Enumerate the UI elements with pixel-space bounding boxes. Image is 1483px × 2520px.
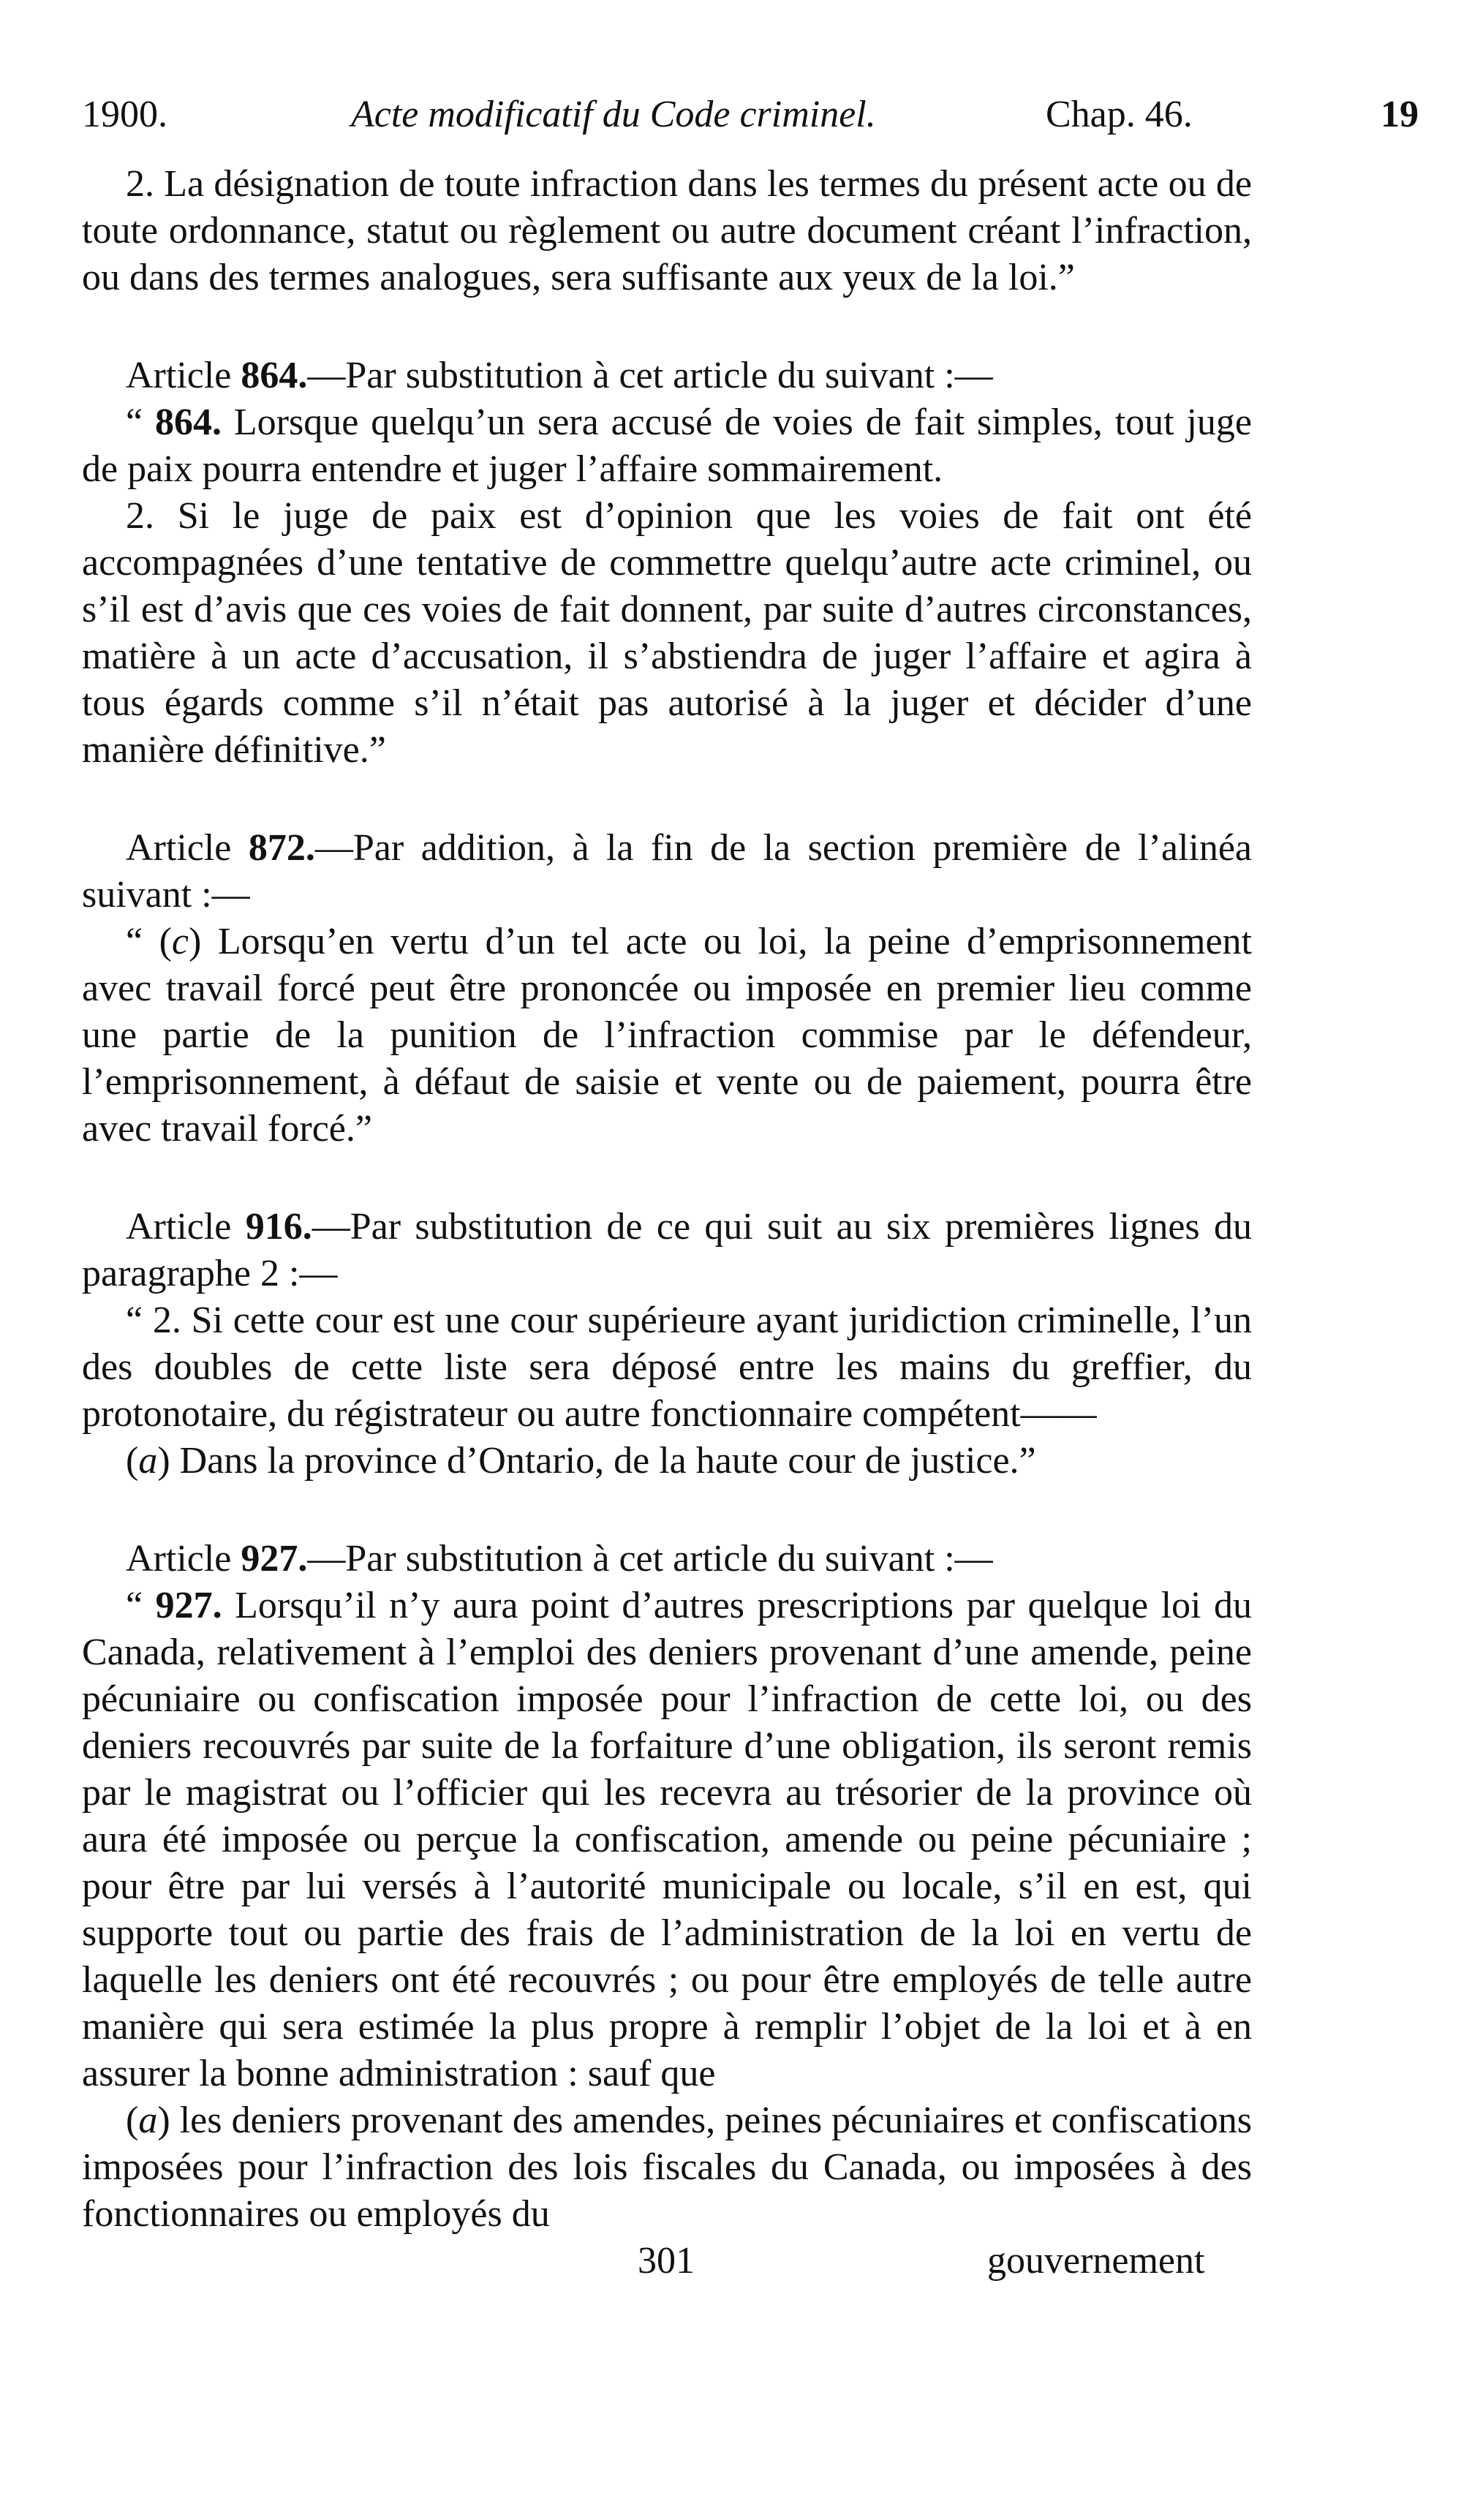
paragraph-subsection-2 [82, 161, 1252, 301]
paragraph-text: “ 2. Si cette cour est une cour supérieure ayant juridiction criminelle, l’un des doubles de cette liste sera déposé entre les mains du greffier, du protonotaire, du régistrateur ou autre fonctionnaire compétent—— [82, 1299, 1252, 1435]
article-text: —Par substitution à cet article du suivant :— [307, 1538, 993, 1580]
article-872-heading [82, 825, 1252, 918]
section-927-text [82, 1582, 1252, 2097]
clause-lead: “ ( [126, 921, 172, 962]
paragraph-text: 2. La désignation de toute infraction dans les termes du présent acte ou de toute ordonnance, statut ou règlement ou autre document créant l’infraction, ou dans des termes analogues, sera suffisante aux yeux de la loi.” [82, 163, 1252, 298]
page [82, 88, 1419, 2285]
article-number: 927. [241, 1538, 308, 1580]
header-title: Acte modificatif du Code criminel. [351, 94, 876, 135]
article-number: 864. [241, 355, 308, 396]
section-916-subsection-2 [82, 1297, 1252, 1438]
article-number: 916. [245, 1206, 312, 1248]
body-text [82, 161, 1252, 2238]
section-number: 864. [155, 401, 222, 443]
clause-text: ) Dans la province d’Ontario, de la haute cour de justice.” [157, 1440, 1036, 1482]
header-page-number: 19 [1381, 94, 1419, 135]
section-number: 927. [155, 1585, 222, 1626]
clause-c-text [82, 918, 1252, 1153]
clause-letter: a [138, 1440, 158, 1482]
article-lead: Article [126, 1206, 246, 1248]
header-year: 1900. [82, 94, 167, 135]
section-text: Lorsque quelqu’un sera accusé de voies de fait simples, tout juge de paix pourra entendre et juger l’affaire sommairement. [82, 401, 1252, 490]
running-header [82, 88, 1419, 142]
article-864-heading [82, 352, 1252, 399]
clause-text: ) Lorsqu’en vertu d’un tel acte ou loi, la peine d’emprisonnement avec travail forcé peut être prononcée ou imposée en premier lieu comme une partie de la punition de l’infraction commise par le défendeur, l’emprisonnement, à défaut de saisie et vente ou de paiement, pourra être avec travail forcé.” [82, 921, 1252, 1150]
paragraph-text: 2. Si le juge de paix est d’opinion que les voies de fait ont été accompagnées d’une tentative de commettre quelqu’autre acte criminel, ou s’il est d’avis que ces voies de fait donnent, par suite d’autres circonstances, matière à un acte d’accusation, il s’abstiendra de juger l’affaire et agira à tous égards comme s’il n’était pas autorisé à la juger et décider d’une manière définitive.” [82, 495, 1252, 771]
article-text: —Par substitution de ce qui suit au six premières lignes du paragraphe 2 :— [82, 1206, 1252, 1294]
section-text: Lorsqu’il n’y aura point d’autres prescriptions par quelque loi du Canada, relativement à l’emploi des deniers provenant d’une amende, peine pécuniaire ou confiscation imposée pour l’infraction de cette loi, ou des deniers recouvrés par suite de la forfaiture d’une obligation, ils seront remis par le magistrat ou l’officier qui les recevra au trésorier de la province où aura été imposée ou perçue la confiscation, amende ou peine pécuniaire ; pour être par lui versés à l’autorité municipale ou locale, s’il en est, qui supporte tout ou partie des frais de l’administration de la loi en vertu de laquelle les deniers ont été recouvrés ; ou pour être employés de telle autre manière qui sera estimée la plus propre à remplir l’objet de la loi et à en assurer la bonne administration : sauf que [82, 1585, 1252, 2094]
article-text: —Par substitution à cet article du suivant :— [307, 355, 993, 396]
article-927-heading [82, 1536, 1252, 1582]
clause-letter: c [171, 921, 189, 962]
clause-a-fiscal [82, 2097, 1252, 2238]
section-lead: “ [126, 1585, 156, 1626]
clause-lead: ( [126, 1440, 139, 1482]
article-916-heading [82, 1204, 1252, 1297]
clause-lead: ( [126, 2100, 139, 2141]
clause-letter: a [138, 2100, 158, 2141]
catchword: gouvernement [987, 2240, 1205, 2282]
article-lead: Article [126, 1538, 241, 1580]
section-864-subsection-2 [82, 493, 1252, 774]
section-864-text [82, 399, 1252, 493]
section-lead: “ [126, 401, 155, 443]
page-footer [82, 2238, 1252, 2285]
article-lead: Article [126, 355, 241, 396]
article-text: —Par addition, à la fin de la section première de l’alinéa suivant :— [82, 827, 1252, 916]
folio-number: 301 [638, 2240, 695, 2282]
article-number: 872. [248, 827, 315, 869]
header-chapter: Chap. 46. [1046, 94, 1193, 135]
article-lead: Article [126, 827, 249, 869]
clause-a-ontario [82, 1438, 1252, 1485]
clause-text: ) les deniers provenant des amendes, peines pécuniaires et confiscations imposées pour l’infraction des lois fiscales du Canada, ou imposées à des fonctionnaires ou employés du [82, 2100, 1252, 2235]
